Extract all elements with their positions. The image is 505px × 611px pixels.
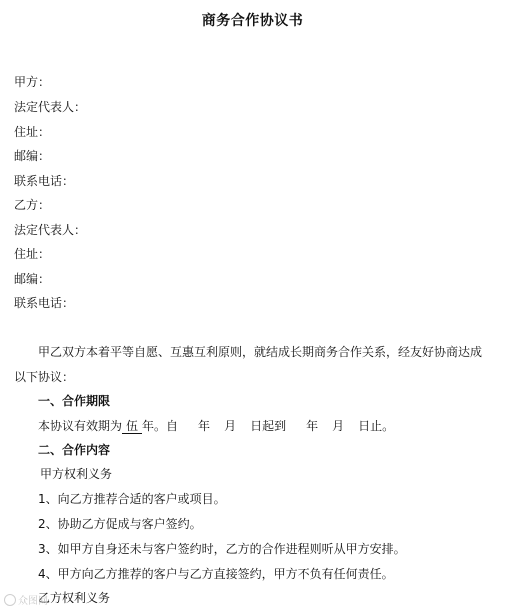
party-a-phone: 联系电话： [14, 174, 75, 188]
document-title: 商务合作协议书 [201, 13, 304, 29]
party-a-label: 甲方： [14, 75, 51, 89]
term-day1: 日起到 [250, 419, 287, 433]
intro-paragraph: 甲乙双方本着平等自愿、互惠互利原则，就结成长期商务合作关系，经友好协商达成以下协议： [14, 345, 483, 384]
term-prefix: 本协议有效期为 [38, 419, 123, 433]
term-day2: 日止。 [358, 419, 395, 433]
list-item: 3、如甲方自身还未与客户签约时，乙方的合作进程则听从甲方安排。 [38, 542, 406, 556]
term-line [38, 418, 394, 434]
watermark-text: 众图网 [18, 596, 48, 607]
party-b-rep: 法定代表人： [14, 223, 87, 237]
party-b-rights: 乙方权利义务 [38, 591, 111, 605]
section2-heading: 二、合作内容 [38, 443, 111, 457]
term-month2: 月 [332, 419, 345, 433]
list-item: 4、甲方向乙方推荐的客户与乙方直接签约，甲方不负有任何责任。 [38, 567, 394, 581]
party-b-address: 住址： [14, 247, 51, 261]
party-b-phone: 联系电话： [14, 296, 75, 310]
list-item: 2、协助乙方促成与客户签约。 [38, 517, 202, 531]
watermark [4, 592, 48, 607]
party-b-label: 乙方： [14, 198, 51, 212]
list-item: 1、向乙方推荐合适的客户或项目。 [38, 492, 226, 506]
party-a-address: 住址： [14, 125, 51, 139]
party-a-postcode: 邮编： [14, 149, 51, 163]
section1-heading: 一、合作期限 [38, 394, 111, 408]
term-year1: 年 [198, 419, 211, 433]
party-b-postcode: 邮编： [14, 272, 51, 286]
term-year2: 年 [306, 419, 319, 433]
term-years: 伍 [122, 420, 142, 434]
term-suffix: 年。自 [142, 419, 179, 433]
party-a-rep: 法定代表人： [14, 100, 87, 114]
party-a-rights: 甲方权利义务 [40, 467, 113, 481]
watermark-logo-icon [4, 594, 16, 606]
term-month1: 月 [224, 419, 237, 433]
